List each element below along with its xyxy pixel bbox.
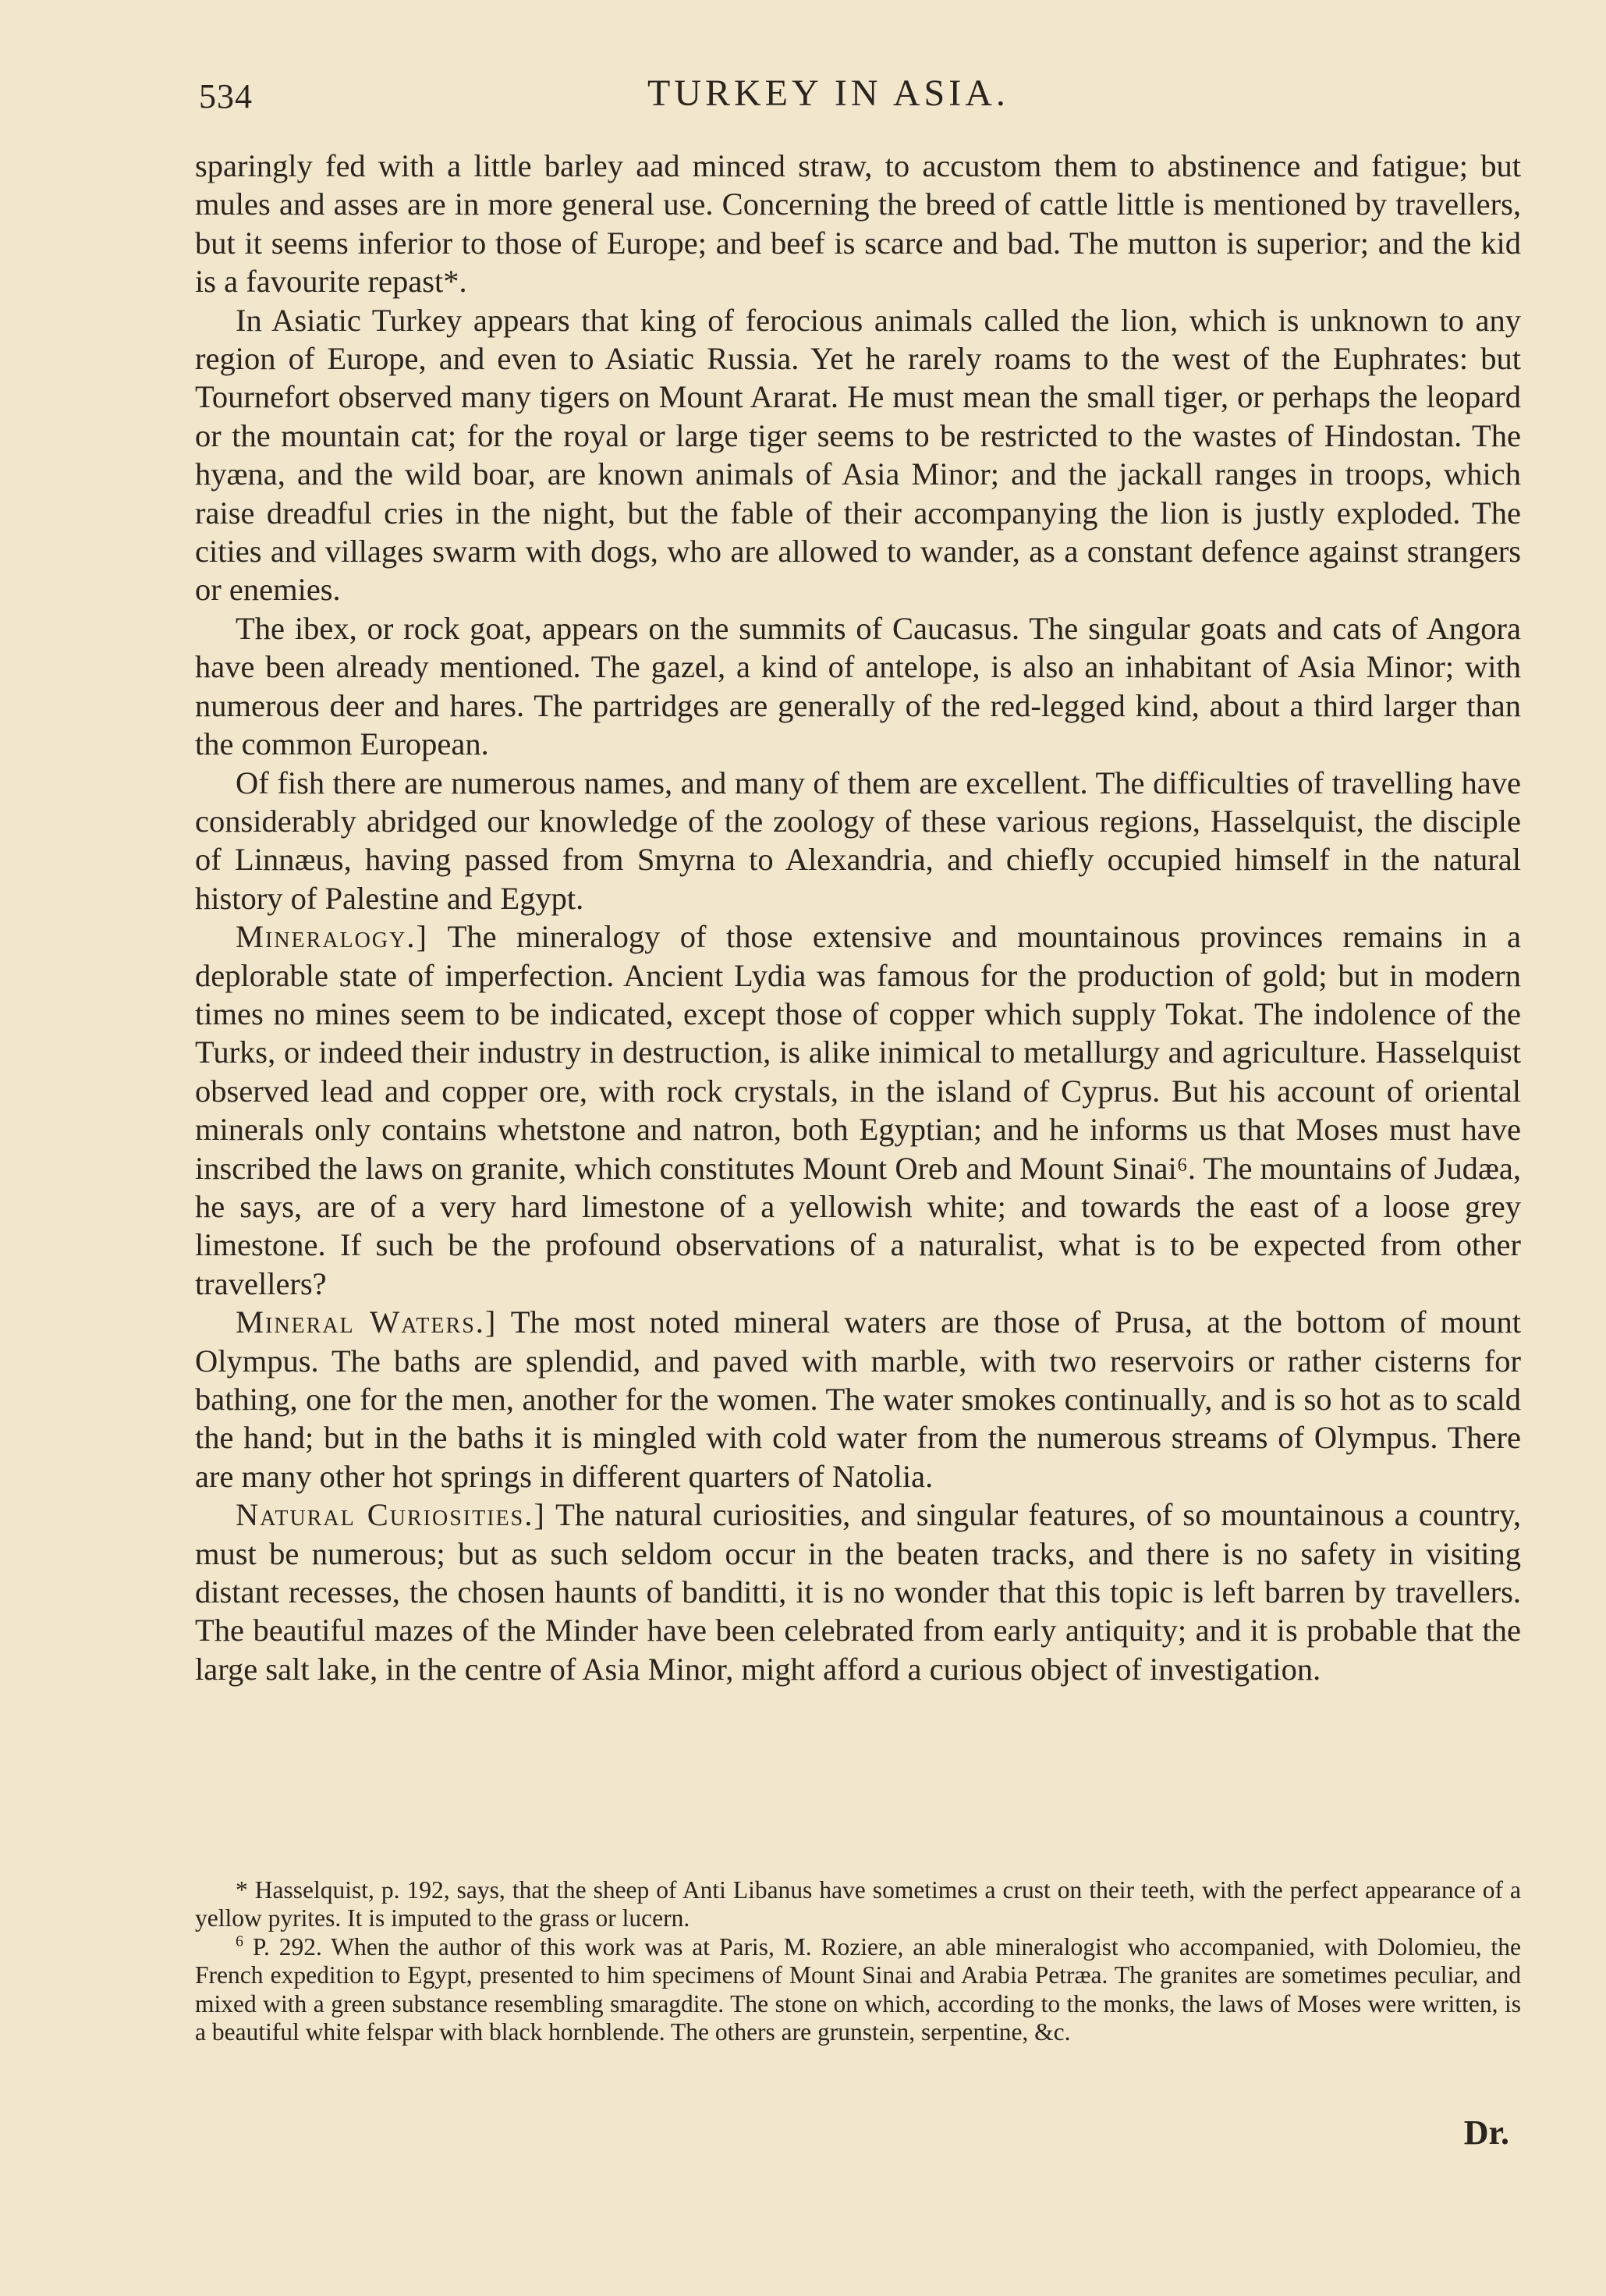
paragraph-text: The most noted mineral waters are those of Prusa, at the bottom of mount Olympus. The baths are splendid, and paved with marble, with two reservoirs or rather cisterns for bathing, one for the men, another for the women. The water smokes continually, and is so hot as to scald the hand; but in the baths it is mingled with cold water from the numerous streams of Olympus. There are many other hot springs in different quarters of Natolia. — [195, 1304, 1521, 1494]
paragraph-text: The mineralogy of those extensive and mountainous provinces remains in a deplorable state of imperfection. Ancient Lydia was famous for the production of gold; but in modern times no mines seem to be indicated, except those of copper which supply Tokat. The indolence of the Turks, or indeed their industry in destruction, is alike inimical to metallurgy and agriculture. Hasselquist observed lead and copper ore, with rock crystals, in the island of Cyprus. But his account of oriental minerals only contains whetstone and natron, both Egyptian; and he informs us that Moses must have inscribed the laws on granite, which constitutes Mount Oreb and Mount Sinai⁶. The mountains of Judæa, he says, are of a very hard limestone of a yellowish white; and towards the east of a loose grey limestone. If such be the profound observations of a naturalist, what is to be expected from other travellers? — [195, 919, 1521, 1301]
catchword: Dr. — [1463, 2113, 1509, 2152]
footnote-text: P. 292. When the author of this work was at Paris, M. Roziere, an able mineralogist who accompanied, with Dolomieu, the French expedition to Egypt, presented to him specimens of Mount Sinai and Arabia Petræa. The granites are sometimes peculiar, and mixed with a green substance resembling smaragdite. The stone on which, according to the monks, the laws of Moses were written, is a beautiful white felspar with black hornblende. The others are grunstein, serpentine, &c. — [195, 1932, 1521, 2046]
running-title: TURKEY IN ASIA. — [647, 73, 1009, 114]
paragraph-text: The ibex, or rock goat, appears on the summits of Caucasus. The singular goats and cats of Angora have been already mentioned. The gazel, a kind of antelope, is also an inhabitant of Asia Minor; with numerous deer and hares. The partridges are generally of the red-legged kind, about a third larger than the common European. — [195, 610, 1521, 762]
footnote-text: Hasselquist, p. 192, says, that the sheep of Anti Libanus have sometimes a crust on their teeth, with the perfect appearance of a yellow pyrites. It is imputed to the grass or lucern. — [195, 1876, 1521, 1932]
paragraph-natural-curiosities — [195, 1496, 1521, 1688]
footnote-mark: 6 — [236, 1932, 243, 1950]
section-heading-natural-curiosities: Natural Curiosities.] — [236, 1497, 546, 1533]
body-text — [195, 147, 1521, 1688]
footnote-mark: * — [236, 1876, 248, 1904]
paragraph-ibex — [195, 609, 1521, 764]
page-number: 534 — [199, 77, 253, 115]
paragraph-mineralogy — [195, 917, 1521, 1303]
paragraph-text: sparingly fed with a little barley aad minced straw, to accustom them to abstinence and fatigue; but mules and asses are in more general use. Concerning the breed of cattle little is mentioned by travellers, but it seems inferior to those of Europe; and beef is scarce and bad. The mutton is superior; and the kid is a favourite repast*. — [195, 148, 1521, 300]
paragraph-livestock — [195, 147, 1521, 301]
section-heading-mineral-waters: Mineral Waters.] — [236, 1304, 498, 1340]
page-header — [199, 69, 1525, 115]
paragraph-text: Of fish there are numerous names, and many of them are excellent. The difficulties of travelling have considerably abridged our knowledge of the zoology of these various regions, Hasselquist, the disciple of Linnæus, having passed from Smyrna to Alexandria, and chiefly occupied himself in the natural history of Palestine and Egypt. — [195, 765, 1521, 916]
paragraph-animals — [195, 301, 1521, 609]
section-heading-mineralogy: Mineralogy.] — [236, 919, 428, 955]
footnote-6 — [195, 1933, 1521, 2047]
footnote-asterisk — [195, 1876, 1521, 1933]
paragraph-text: The natural curiosities, and singular features, of so mountainous a country, must be numerous; but as such seldom occur in the beaten tracks, and there is no safety in visiting distant recesses, the chosen haunts of banditti, it is no wonder that this topic is left barren by travellers. The beautiful mazes of the Minder have been celebrated from early antiquity; and it is probable that the large salt lake, in the centre of Asia Minor, might afford a curious object of investigation. — [195, 1497, 1522, 1687]
paragraph-mineral-waters — [195, 1303, 1521, 1496]
paragraph-text: In Asiatic Turkey appears that king of ferocious animals called the lion, which is unknown to any region of Europe, and even to Asiatic Russia. Yet he rarely roams to the west of the Euphrates: but Tournefort observed many tigers on Mount Ararat. He must mean the small tiger, or perhaps the leopard or the mountain cat; for the royal or large tiger seems to be restricted to the wastes of Hindostan. The hyæna, and the wild boar, are known animals of Asia Minor; and the jackall ranges in troops, which raise dreadful cries in the night, but the fable of their accompanying the lion is justly exploded. The cities and villages swarm with dogs, who are allowed to wander, as a constant defence against strangers or enemies. — [195, 302, 1521, 608]
paragraph-fish — [195, 764, 1521, 918]
footnotes — [195, 1876, 1521, 2046]
